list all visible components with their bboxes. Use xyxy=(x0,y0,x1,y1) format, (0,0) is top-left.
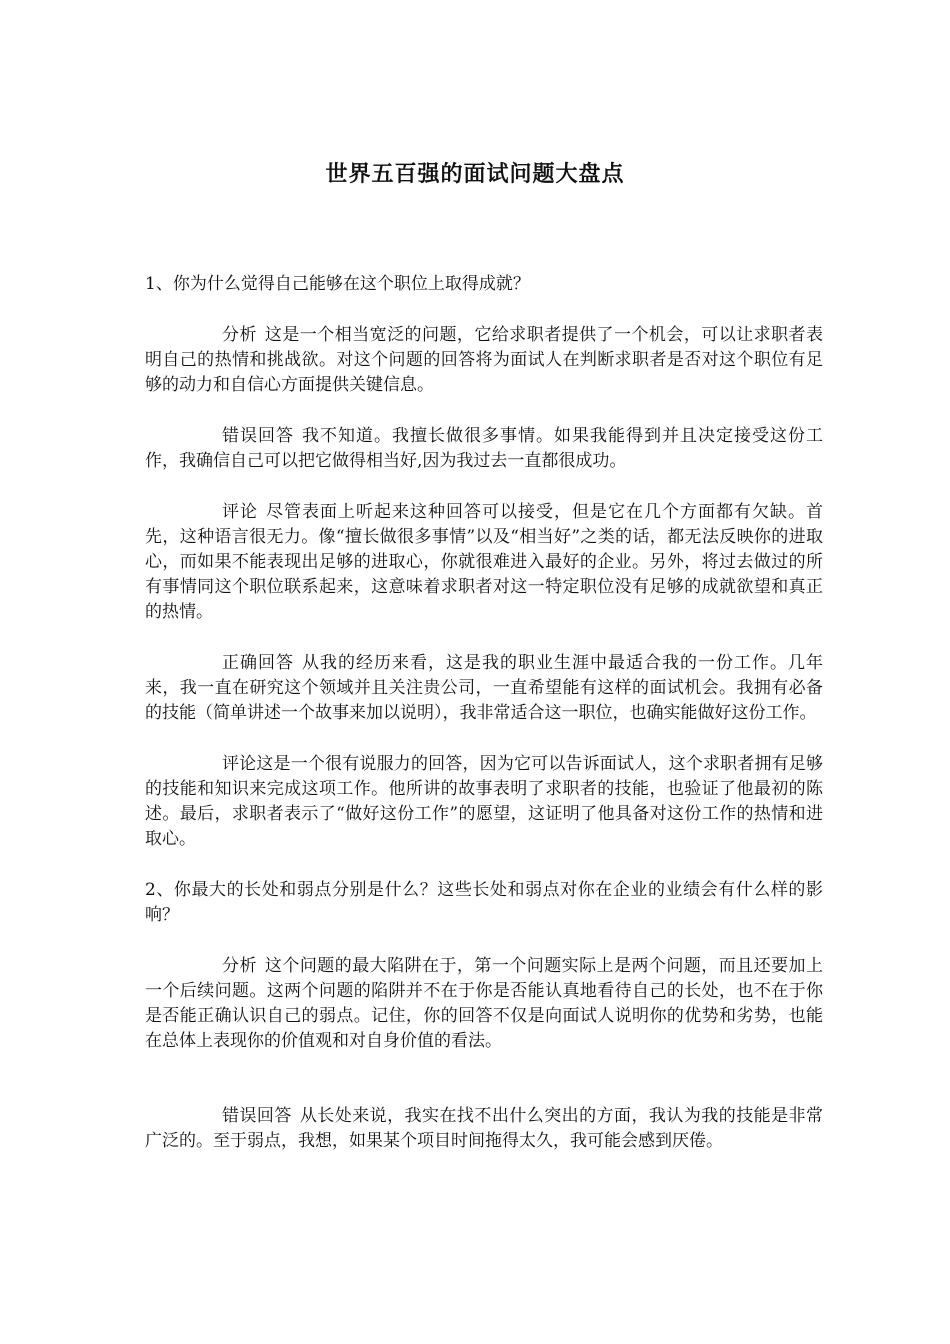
paragraph-analysis xyxy=(145,954,823,1054)
paragraph-text: 从长处来说，我实在找不出什么突出的方面，我认为我的技能是非常广泛的。至于弱点，我想，如果某个项目时间拖得太久，我可能会感到厌倦。 xyxy=(145,1106,824,1151)
paragraph-text: 评论这是一个很有说服力的回答，因为它可以告诉面试人，这个求职者拥有足够的技能和知识来完成这项工作。他所讲的故事表明了求职者的技能，也验证了他最初的陈述。最后，求职者表示了“做好这份工作”的愿望，这证明了他具备对这份工作的热情和进取心。 xyxy=(145,754,823,849)
paragraph-comment xyxy=(145,752,823,852)
paragraph-label: 错误回答 xyxy=(222,426,294,446)
paragraph-correct-answer xyxy=(145,651,823,726)
page-title: 世界五百强的面试问题大盘点 xyxy=(325,162,625,187)
paragraph-comment xyxy=(145,500,823,625)
paragraph-text: 这个问题的最大陷阱在于，第一个问题实际上是两个问题，而且还要加上一个后续问题。这两个问题的陷阱并不在于你是否能认真地看待自己的长处，也不在于你是否能正确认识自己的弱点。记住，你的回答不仅是向面试人说明你的优势和劣势，也能在总体上表现你的价值观和对自身价值的看法。 xyxy=(145,956,824,1051)
paragraph-text: 我不知道。我擅长做很多事情。如果我能得到并且决定接受这份工作，我确信自己可以把它做得相当好,因为我过去一直都很成功。 xyxy=(145,426,823,471)
question-heading: 2、你最大的长处和弱点分别是什么？这些长处和弱点对你在企业的业绩会有什么样的影响？ xyxy=(145,880,823,925)
paragraph-wrong-answer xyxy=(145,424,823,474)
paragraph-label: 分析 xyxy=(222,325,257,345)
paragraph-label: 错误回答 xyxy=(222,1106,292,1126)
paragraph-label: 分析 xyxy=(222,956,257,976)
question-heading: 1、你为什么觉得自己能够在这个职位上取得成就？ xyxy=(145,274,530,294)
section-1 xyxy=(145,272,823,852)
paragraph-text: 尽管表面上听起来这种回答可以接受，但是它在几个方面都有欠缺。首先，这种语言很无力。像“擅长做很多事情”以及“相当好”之类的话，都无法反映你的进取心，而如果不能表现出足够的进取心，你就很难进入最好的企业。另外，将过去做过的所有事情同这个职位联系起来，这意味着求职者对这一特定职位没有足够的成就欲望和真正的热情。 xyxy=(145,502,823,622)
paragraph-analysis xyxy=(145,323,823,398)
paragraph-label: 评论 xyxy=(222,502,258,522)
paragraph-label: 正确回答 xyxy=(222,653,294,673)
document-body xyxy=(145,272,823,1180)
paragraph-text: 这是一个相当宽泛的问题，它给求职者提供了一个机会，可以让求职者表明自己的热情和挑战欲。对这个问题的回答将为面试人在判断求职者是否对这个职位有足够的动力和自信心方面提供关键信息。 xyxy=(145,325,824,395)
section-2 xyxy=(145,878,823,1154)
paragraph-text: 从我的经历来看，这是我的职业生涯中最适合我的一份工作。几年来，我一直在研究这个领域并且关注贵公司，一直希望能有这样的面试机会。我拥有必备的技能（简单讲述一个故事来加以说明），我非常适合这一职位，也确实能做好这份工作。 xyxy=(145,653,823,723)
paragraph-wrong-answer xyxy=(145,1104,823,1154)
